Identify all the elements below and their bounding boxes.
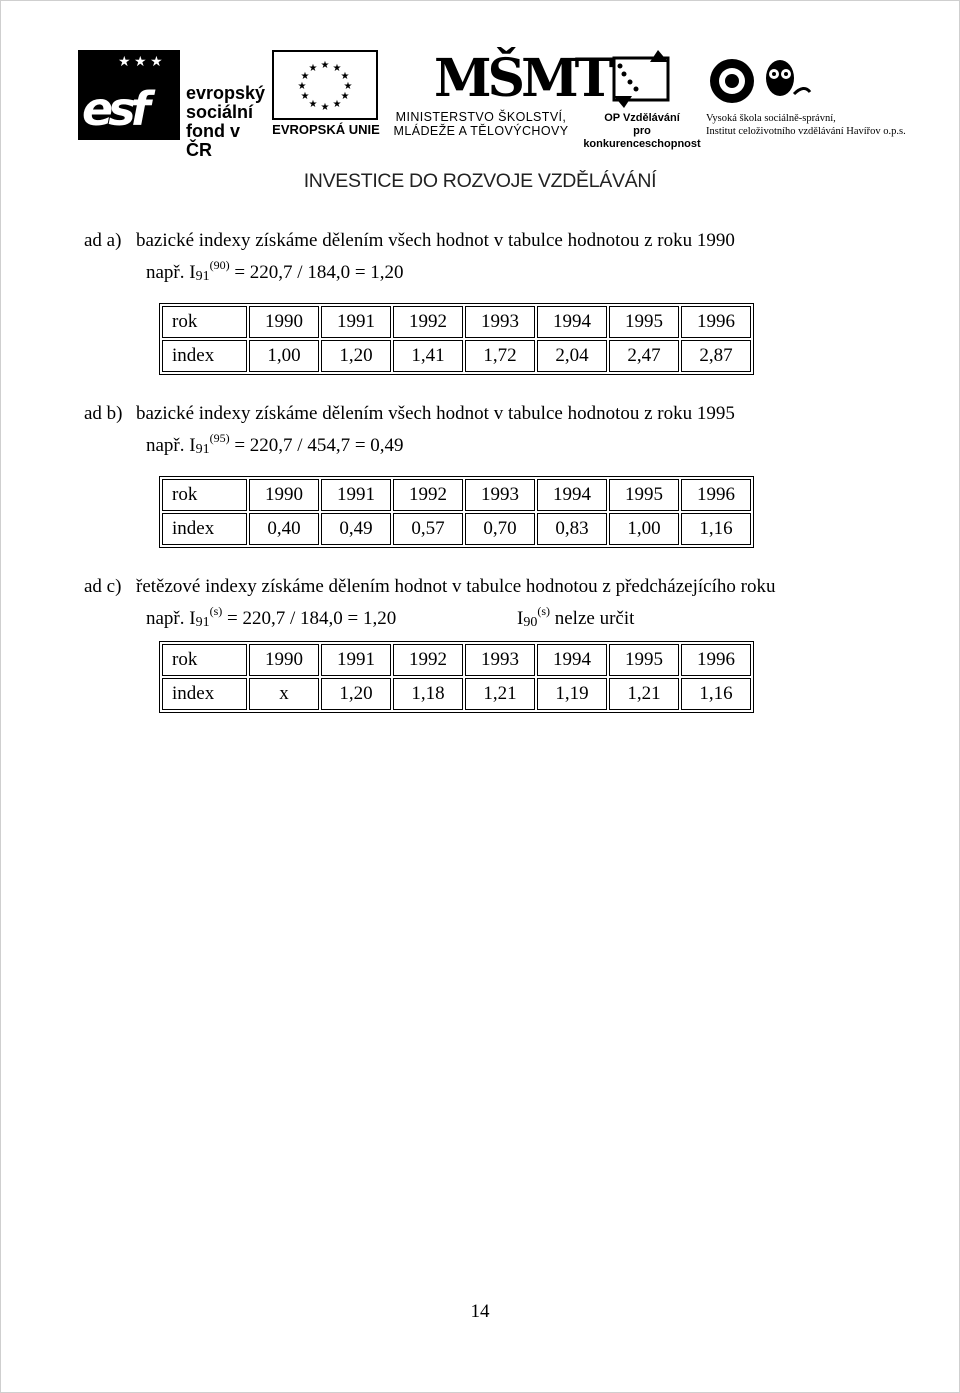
year-cell: 1996 (681, 479, 751, 511)
year-cell: 1995 (609, 306, 679, 338)
msmt-text: MINISTERSTVO ŠKOLSTVÍ, MLÁDEŽE A TĚLOVÝCHOVY (393, 110, 569, 138)
year-cell: 1994 (537, 306, 607, 338)
year-cell: 1990 (249, 644, 319, 676)
year-cell: 1994 (537, 644, 607, 676)
year-cell: 1990 (249, 479, 319, 511)
value-cell: 2,47 (609, 340, 679, 372)
value-cell: 0,70 (465, 513, 535, 545)
svg-text:★: ★ (300, 71, 310, 82)
table-row-index (162, 340, 751, 372)
year-cell: 1992 (393, 479, 463, 511)
table-row-index (162, 678, 751, 710)
value-cell: 1,19 (537, 678, 607, 710)
op-text: OP Vzdělávání pro konkurenceschopnost (583, 112, 701, 150)
year-cell: 1991 (321, 479, 391, 511)
page-number: 14 (470, 1301, 490, 1322)
svg-text:★: ★ (300, 91, 310, 102)
year-cell: 1995 (609, 479, 679, 511)
year-cell: 1992 (393, 644, 463, 676)
school-text: Vysoká škola sociálně-správní, Institut celoživotního vzdělávání Havířov o.p.s. (706, 113, 906, 137)
esf-text: evropský sociální fond v ČR (186, 83, 266, 160)
table-row-years (162, 306, 751, 338)
year-cell: 1991 (321, 644, 391, 676)
value-cell: 1,00 (609, 513, 679, 545)
section-b-label: ad b) (84, 403, 123, 424)
value-cell: 2,87 (681, 340, 751, 372)
eu-logo (272, 50, 380, 140)
svg-text:★: ★ (332, 63, 342, 74)
msmt-mark-icon: MŠMT (434, 48, 610, 109)
esf-logo (78, 50, 266, 160)
msmt-logo (386, 48, 610, 142)
value-cell: 2,04 (537, 340, 607, 372)
slogan: INVESTICE DO ROZVOJE VZDĚLÁVÁNÍ (303, 170, 657, 192)
section-c-text: řetězové indexy získáme dělením hodnot v tabulce hodnotou z předcházejícího roku (136, 576, 776, 597)
section-a-text: bazické indexy získáme dělením všech hodnot v tabulce hodnotou z roku 1990 (136, 230, 735, 251)
eu-flag-icon (272, 50, 378, 120)
svg-text:★: ★ (308, 99, 318, 110)
value-cell: 1,00 (249, 340, 319, 372)
esf-stars-icon: ★ ★ ★ (118, 55, 163, 70)
value-cell: 0,49 (321, 513, 391, 545)
svg-text:★: ★ (308, 63, 318, 74)
table-row-years (162, 479, 751, 511)
value-cell: 1,18 (393, 678, 463, 710)
value-cell: 0,57 (393, 513, 463, 545)
year-cell: 1996 (681, 306, 751, 338)
year-cell: 1993 (465, 644, 535, 676)
esf-letters-icon: esf (82, 82, 146, 136)
value-cell: 1,41 (393, 340, 463, 372)
value-cell: 1,21 (609, 678, 679, 710)
year-cell: 1991 (321, 306, 391, 338)
svg-text:★: ★ (340, 71, 350, 82)
svg-text:★: ★ (332, 99, 342, 110)
year-cell: 1993 (465, 306, 535, 338)
row-label: index (162, 513, 247, 545)
year-cell: 1994 (537, 479, 607, 511)
value-cell: 1,21 (465, 678, 535, 710)
section-a-label: ad a) (84, 230, 122, 251)
svg-text:★: ★ (320, 60, 330, 71)
op-mark-icon (606, 48, 676, 110)
value-cell: 1,72 (465, 340, 535, 372)
value-cell: 1,16 (681, 513, 751, 545)
row-label: index (162, 678, 247, 710)
value-cell: 0,40 (249, 513, 319, 545)
year-cell: 1995 (609, 644, 679, 676)
year-cell: 1996 (681, 644, 751, 676)
svg-text:★: ★ (340, 91, 350, 102)
row-label: rok (162, 306, 247, 338)
section-c-example-2: $I_{90}^{(s)}$ nelze určit (517, 604, 635, 630)
table-b (159, 476, 754, 548)
value-cell: x (249, 678, 319, 710)
value-cell: 0,83 (537, 513, 607, 545)
value-cell: 1,20 (321, 678, 391, 710)
table-a (159, 303, 754, 375)
row-label: index (162, 340, 247, 372)
svg-text:★: ★ (320, 102, 330, 113)
table-row-index (162, 513, 751, 545)
esf-mark (78, 50, 180, 140)
school-mark-icon (708, 54, 812, 108)
year-cell: 1990 (249, 306, 319, 338)
eu-text: EVROPSKÁ UNIE (272, 122, 380, 137)
op-logo (580, 46, 704, 150)
year-cell: 1992 (393, 306, 463, 338)
year-cell: 1993 (465, 479, 535, 511)
section-c-label: ad c) (84, 576, 122, 597)
value-cell: 1,16 (681, 678, 751, 710)
section-b-text: bazické indexy získáme dělením všech hodnot v tabulce hodnotou z roku 1995 (136, 403, 735, 424)
table-row-years (162, 644, 751, 676)
value-cell: 1,20 (321, 340, 391, 372)
svg-text:★: ★ (343, 81, 353, 92)
svg-text:★: ★ (297, 81, 307, 92)
row-label: rok (162, 479, 247, 511)
row-label: rok (162, 644, 247, 676)
table-c (159, 641, 754, 713)
school-logo (706, 54, 916, 144)
